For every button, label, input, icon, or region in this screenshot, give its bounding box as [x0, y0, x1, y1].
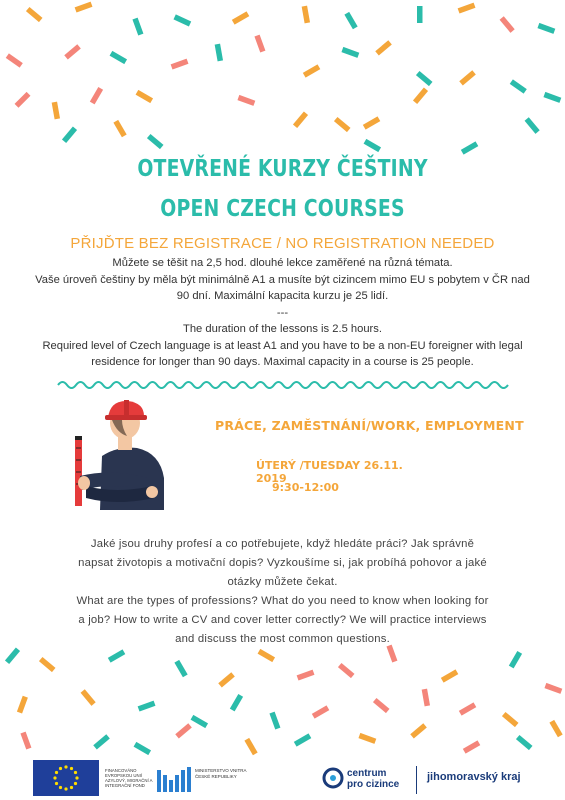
confetti-piece [20, 732, 31, 750]
confetti-piece [81, 689, 96, 706]
confetti-piece [458, 3, 476, 14]
confetti-piece [174, 660, 187, 677]
eu-star [55, 782, 58, 785]
confetti-piece [312, 705, 329, 718]
confetti-piece [173, 14, 191, 26]
intro-cz-line: Vaše úroveň češtiny by měla být minimálně A1 a musíte být cizincem mimo EU s pobytem v ČR nad [35, 273, 530, 286]
confetti-piece [463, 740, 480, 753]
centrum-pro-cizince-logo [322, 767, 344, 789]
session-topic: PRÁCE, ZAMĚSTNÁNÍ/WORK, EMPLOYMENT [215, 418, 524, 433]
eu-star [75, 776, 78, 779]
desc-en-line: a job? How to write a CV and cover letter correctly? We will practice interviews [78, 614, 487, 626]
centrum-pro-cizince-text [347, 769, 399, 790]
confetti-piece [344, 12, 357, 29]
confetti-piece [543, 92, 561, 103]
confetti-piece [110, 51, 127, 64]
confetti-piece [64, 44, 81, 59]
confetti-piece [537, 23, 555, 34]
eu-star [70, 786, 73, 789]
cpc-line: pro cizince [347, 778, 400, 790]
confetti-piece [113, 120, 126, 137]
confetti-piece [218, 672, 235, 687]
confetti-piece [363, 116, 380, 129]
eu-star [55, 771, 58, 774]
confetti-piece [293, 111, 308, 128]
confetti-piece [459, 70, 476, 85]
ministry-logo [156, 766, 192, 794]
confetti-piece [459, 702, 476, 715]
confetti-piece [297, 670, 315, 681]
confetti-piece [303, 64, 320, 77]
confetti-piece [134, 742, 151, 755]
confetti-piece [375, 40, 392, 55]
intro-cz-line: Můžete se těšit na 2,5 hod. dlouhé lekce zaměřené na různá témata. [112, 257, 453, 269]
confetti-piece [254, 35, 265, 53]
construction-worker-illustration [72, 398, 172, 513]
confetti-piece [502, 712, 519, 727]
confetti-piece [138, 701, 156, 712]
confetti-piece [62, 126, 77, 143]
desc-en-line: and discuss the most common questions. [175, 633, 390, 645]
eu-star [64, 765, 67, 768]
confetti-piece [334, 117, 351, 132]
eu-star [70, 767, 73, 770]
wave-divider [56, 374, 511, 396]
intro-text [5, 255, 560, 371]
eu-fund-text: FINANCOVÁNO EVROPSKOU UNIÍ AZYLOVÝ, MIGRAČNÍ A INTEGRAČNÍ FOND [105, 768, 153, 788]
confetti-piece [108, 649, 125, 662]
confetti-piece [461, 141, 478, 154]
confetti-piece [269, 712, 280, 730]
confetti-piece [525, 117, 540, 134]
intro-en-line: Required level of Czech language is at least A1 and you have to be a non-EU foreigner with legal [42, 339, 523, 352]
eu-star [59, 767, 62, 770]
eu-star [53, 776, 56, 779]
confetti-piece [17, 696, 28, 714]
confetti-piece [258, 649, 275, 662]
region-text: jihomoravský kraj [427, 771, 521, 783]
confetti-piece [215, 44, 223, 62]
intro-en-line: The duration of the lessons is 2.5 hours. [182, 323, 382, 335]
confetti-piece [132, 18, 143, 36]
title-english: OPEN CZECH COURSES [160, 196, 405, 222]
confetti-piece [15, 92, 31, 108]
confetti-piece [230, 694, 243, 711]
confetti-piece [422, 689, 430, 707]
confetti-piece [232, 11, 249, 24]
confetti-piece [417, 6, 423, 23]
confetti-piece [136, 90, 153, 103]
confetti-piece [171, 59, 189, 70]
desc-cz-line: Jaké jsou druhy profesí a co potřebujete, když hledáte práci? Jak správně [90, 538, 475, 550]
confetti-piece [413, 87, 428, 104]
title-czech: OTEVŘENÉ KURZY ČEŠTINY [137, 156, 428, 182]
eu-star [74, 771, 77, 774]
eu-flag-logo [33, 760, 99, 796]
confetti-piece [5, 647, 20, 664]
confetti-piece [39, 657, 56, 672]
eu-star [64, 787, 67, 790]
session-time: 9:30-12:00 [272, 481, 339, 494]
confetti-piece [52, 102, 60, 120]
confetti-piece [26, 7, 43, 22]
confetti-piece [6, 53, 23, 67]
confetti-piece [509, 651, 522, 668]
confetti-piece [373, 698, 390, 713]
confetti-piece [93, 734, 110, 749]
confetti-piece [358, 733, 376, 744]
desc-en-line: What are the types of professions? What do you need to know when looking for [76, 595, 489, 607]
confetti-piece [364, 139, 381, 152]
session-date: ÚTERÝ /TUESDAY 26.11. 2019 [256, 459, 403, 485]
confetti-piece [90, 87, 103, 104]
subtitle: PŘIJĎTE BEZ REGISTRACE / NO REGISTRATION NEEDED [70, 235, 495, 252]
desc-cz-line: otázky můžete čekat. [227, 576, 338, 588]
confetti-piece [237, 95, 255, 106]
cpc-line: centrum [347, 768, 387, 779]
confetti-piece [416, 71, 433, 86]
confetti-piece [338, 663, 355, 678]
ministry-text: MINISTERSTVO VNITRA ČESKÉ REPUBLIKY [195, 768, 247, 779]
eu-star [59, 786, 62, 789]
confetti-piece [147, 134, 164, 149]
intro-en-line: residence for longer than 90 days. Maximal capacity in a course is 25 people. [91, 356, 474, 368]
session-description [30, 535, 535, 649]
footer-divider [416, 766, 417, 794]
confetti-piece [516, 735, 533, 750]
confetti-piece [341, 47, 359, 58]
confetti-piece [244, 738, 257, 755]
confetti-piece [410, 723, 427, 738]
confetti-piece [302, 6, 310, 24]
confetti-piece [175, 723, 192, 738]
confetti-piece [510, 79, 527, 93]
confetti-piece [549, 720, 562, 737]
confetti-piece [191, 715, 208, 728]
confetti-piece [294, 733, 311, 746]
intro-cz-line: 90 dní. Maximální kapacita kurzu je 25 lidí. [176, 290, 389, 302]
confetti-piece [500, 16, 515, 33]
confetti-piece [75, 2, 93, 13]
desc-cz-line: napsat životopis a motivační dopis? Vyzkoušíme si, jak probíhá pohovor a jaké [78, 557, 487, 569]
confetti-piece [441, 669, 458, 682]
confetti-piece [544, 683, 562, 694]
intro-separator: --- [276, 306, 289, 319]
eu-star [74, 782, 77, 785]
